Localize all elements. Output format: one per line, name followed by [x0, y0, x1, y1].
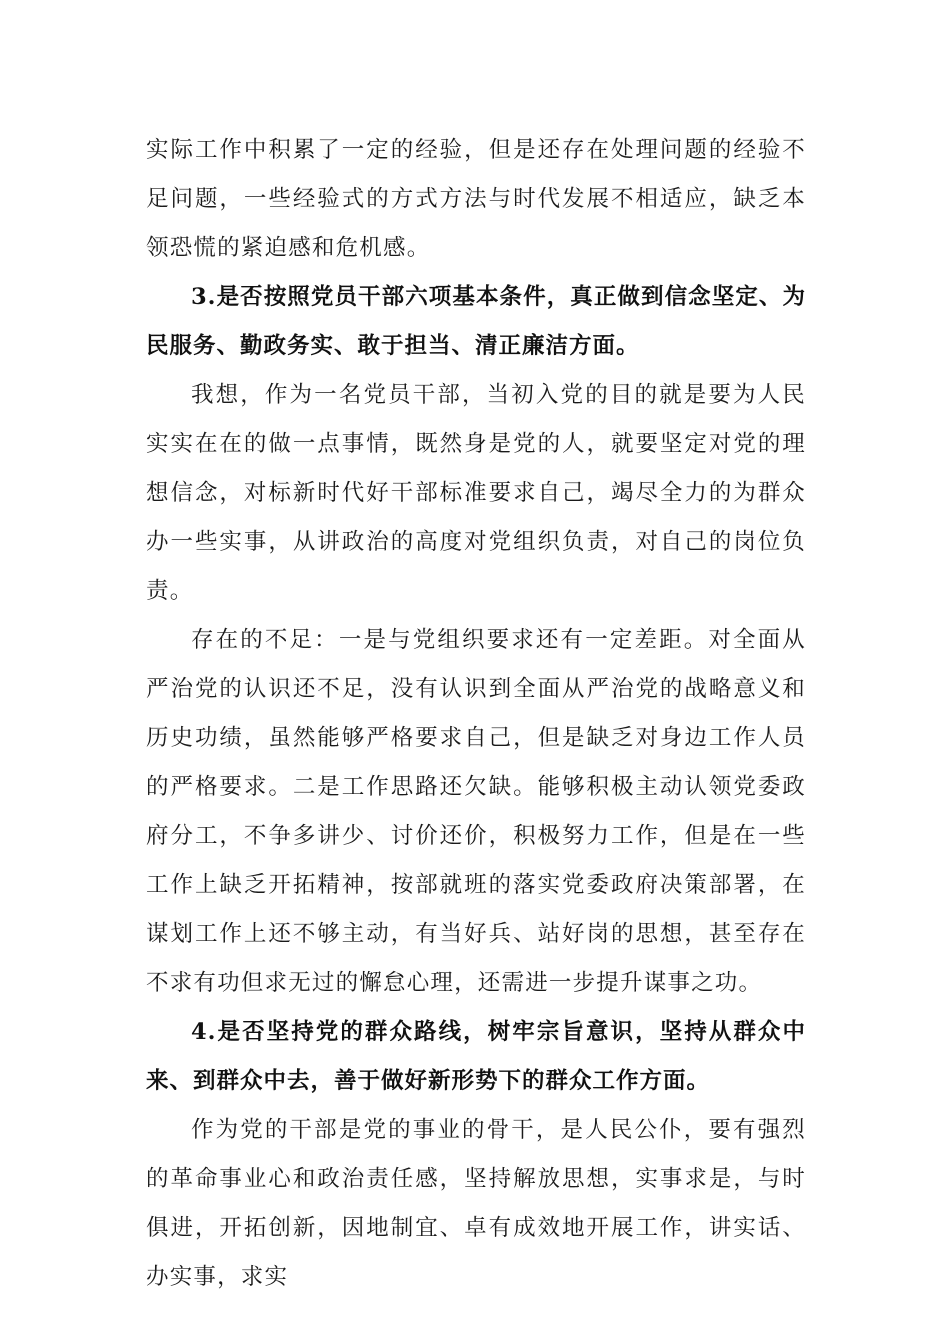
section-heading-3: 3.是否按照党员干部六项基本条件，真正做到信念坚定、为民服务、勤政务实、敢于担当、清正廉洁方面。	[146, 284, 806, 359]
body-paragraph: 存在的不足：一是与党组织要求还有一定差距。对全面从严治党的认识还不足，没有认识到全面从严治党的战略意义和历史功绩，虽然能够严格要求自己，但是缺乏对身边工作人员的严格要求。二是工作思路还欠缺。能够积极主动认领党委政府分工，不争多讲少、讨价还价，积极努力工作，但是在一些工作上缺乏开拓精神，按部就班的落实党委政府决策部署，在谋划工作上还不够主动，有当好兵、站好岗的思想，甚至存在不求有功但求无过的懈怠心理，还需进一步提升谋事之功。	[146, 627, 806, 996]
body-paragraph: 作为党的干部是党的事业的骨干，是人民公仆，要有强烈的革命事业心和政治责任感，坚持解放思想，实事求是，与时俱进，开拓创新，因地制宜、卓有成效地开展工作，讲实话、办实事，求实	[146, 1117, 806, 1290]
body-paragraph: 我想，作为一名党员干部，当初入党的目的就是要为人民实实在在的做一点事情，既然身是党的人，就要坚定对党的理想信念，对标新时代好干部标准要求自己，竭尽全力的为群众办一些实事，从讲政治的高度对党组织负责，对自己的岗位负责。	[146, 382, 806, 604]
document-body	[146, 126, 806, 1302]
section-heading-4: 4.是否坚持党的群众路线，树牢宗旨意识，坚持从群众中来、到群众中去，善于做好新形势下的群众工作方面。	[146, 1019, 806, 1094]
body-paragraph: 实际工作中积累了一定的经验，但是还存在处理问题的经验不足问题，一些经验式的方式方法与时代发展不相适应，缺乏本领恐慌的紧迫感和危机感。	[146, 137, 806, 261]
